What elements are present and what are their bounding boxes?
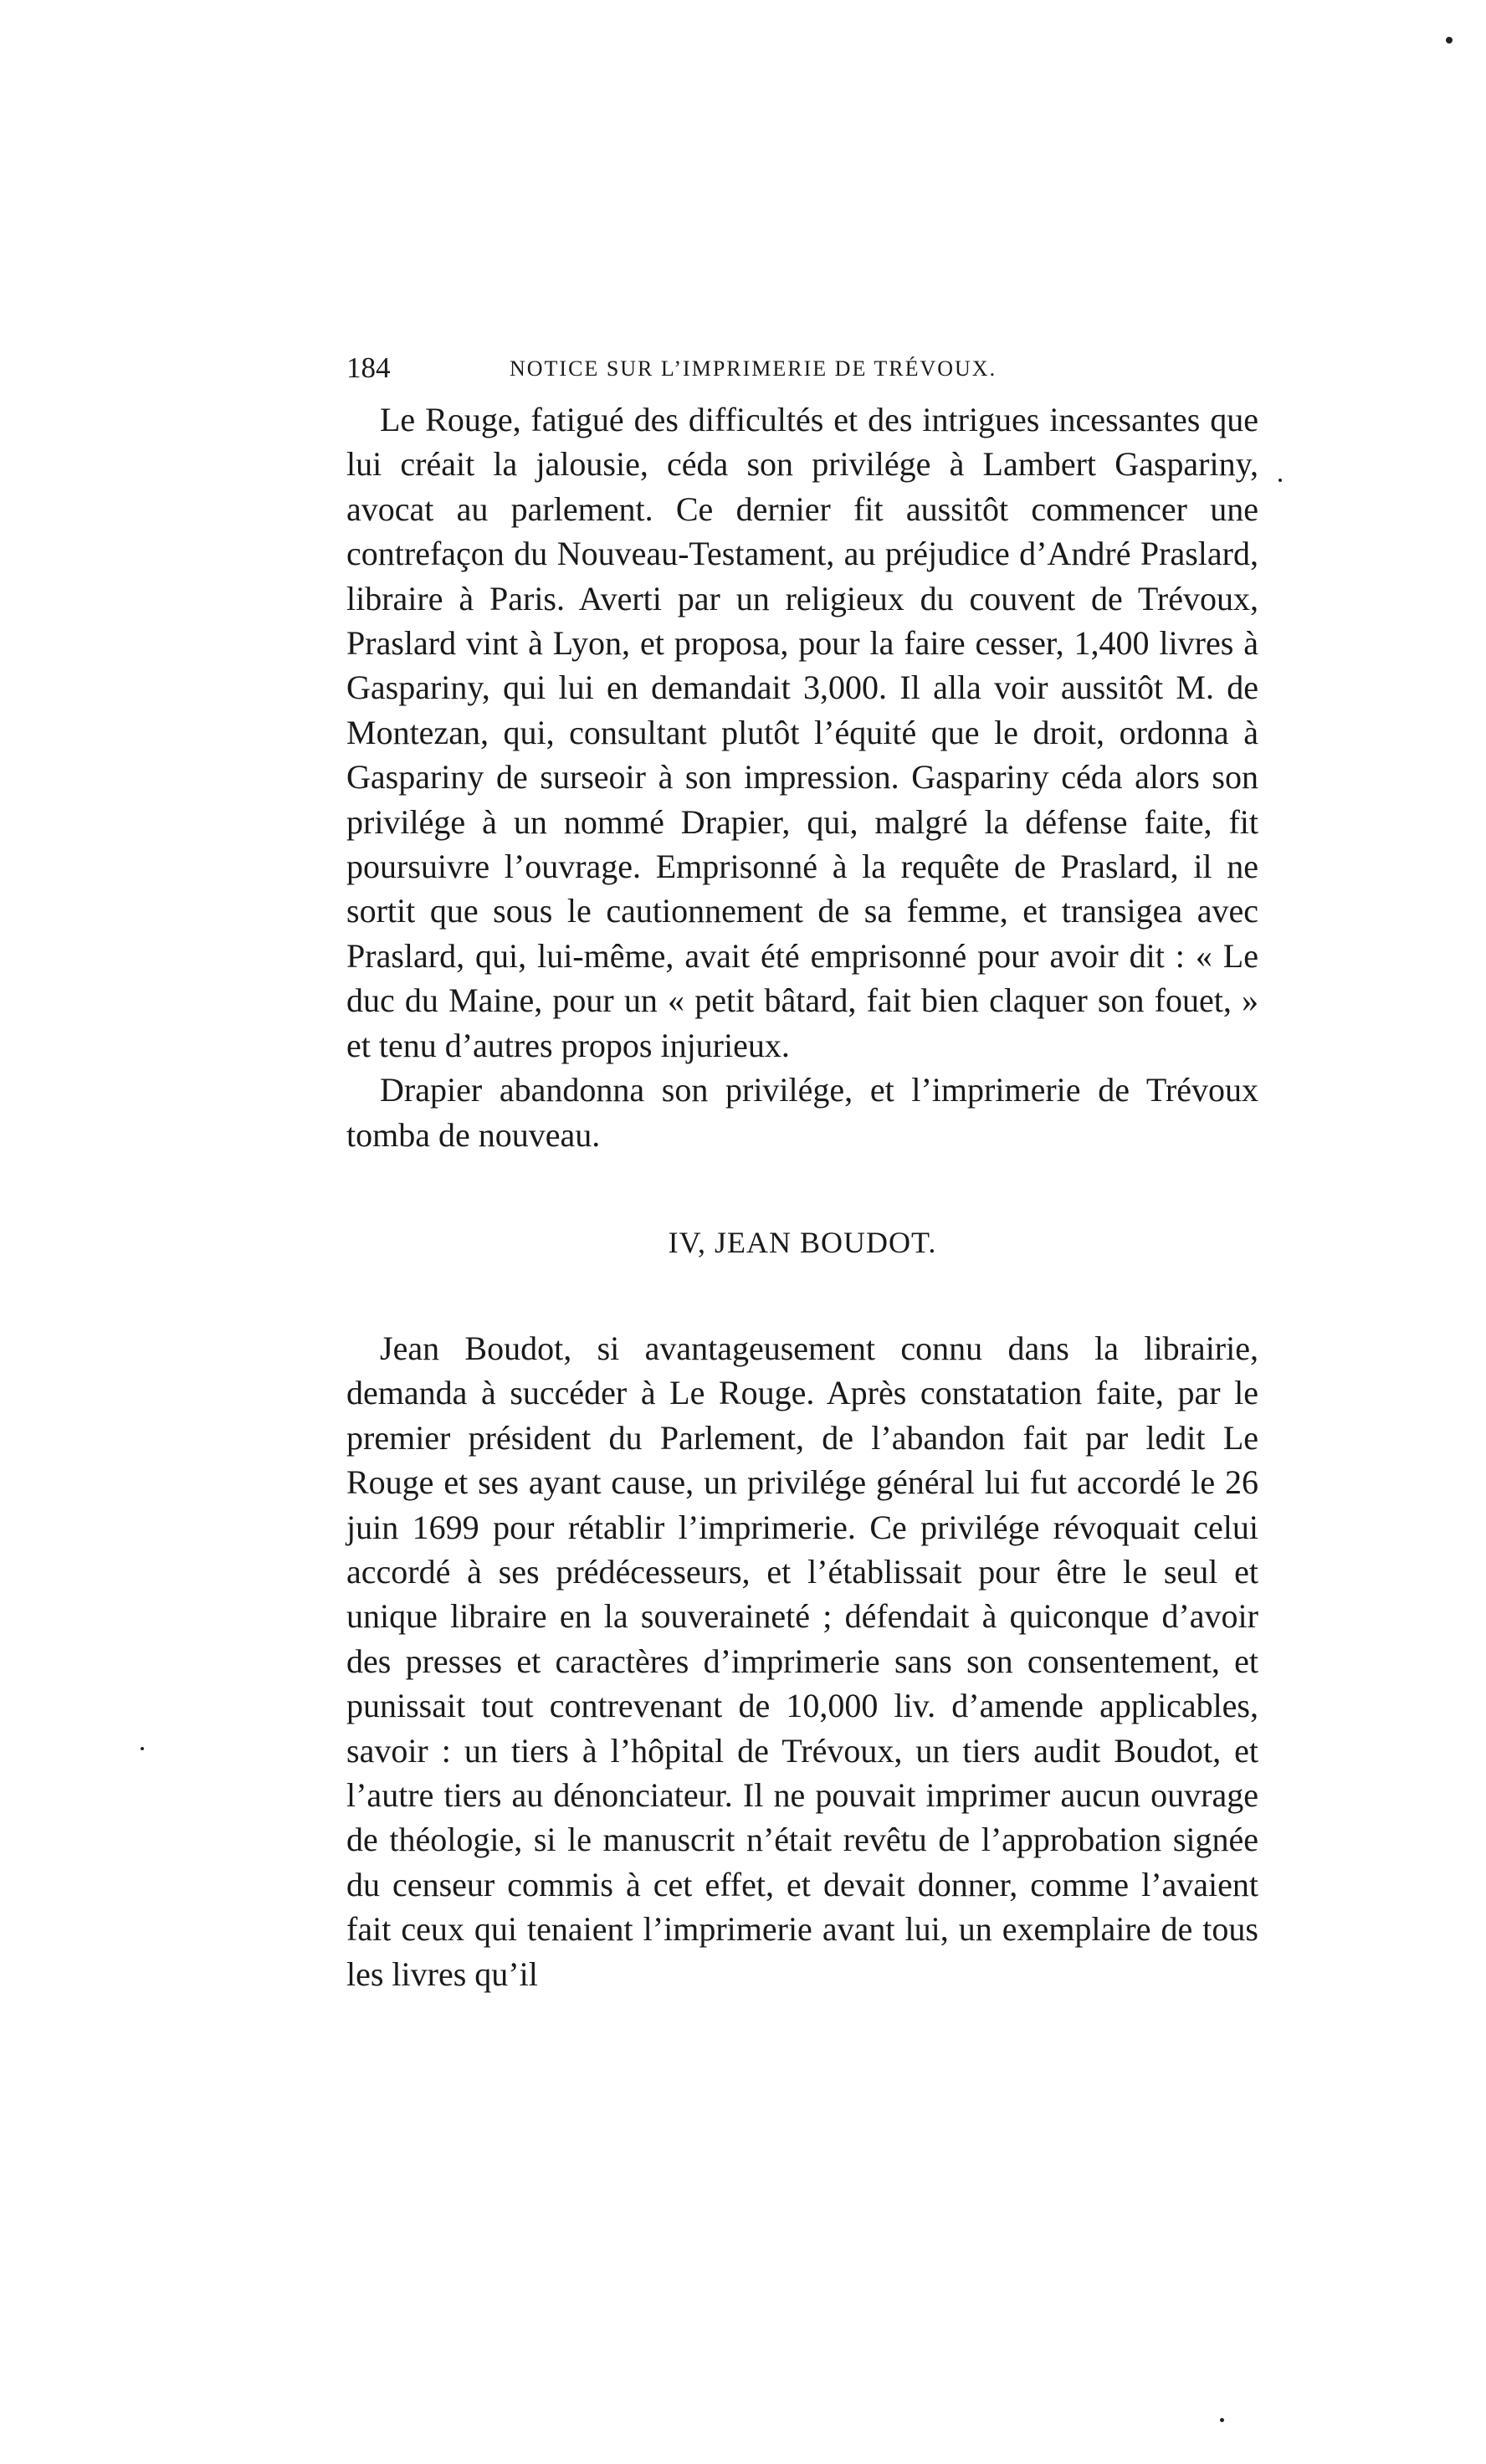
section-heading: IV, JEAN BOUDOT. — [668, 1226, 937, 1259]
scan-speck — [1278, 479, 1282, 482]
scan-speck — [1220, 2418, 1224, 2422]
paragraph: Drapier abandonna son privilége, et l’imprimerie de Trévoux tomba de nouveau. — [346, 1071, 1258, 1154]
body-text-top — [346, 397, 1258, 1157]
scan-speck — [1446, 37, 1453, 44]
paragraph: Jean Boudot, si avantageusement connu dans la librairie, demanda à succéder à Le Rouge. Après constatation faite, par le premier président du Parlement, de l’abandon fait par ledit Le Rouge et ses ayant cause, un privilége général lui fut accordé le 26 juin 1699 pour rétablir l’imprimerie. Ce privilége révoquait celui accordé à ses prédécesseurs, et l’établissait pour être le seul et unique libraire en la souveraineté ; défendait à quiconque d’avoir des presses et caractères d’imprimerie sans son consentement, et punissait tout contrevenant de 10,000 liv. d’amende applicables, savoir : un tiers à l’hôpital de Trévoux, un tiers audit Boudot, et l’autre tiers au dénonciateur. Il ne pouvait imprimer aucun ouvrage de théologie, si le manuscrit n’était revêtu de l’approbation signée du censeur commis à cet effet, et devait donner, comme l’avaient fait ceux qui tenaient l’imprimerie avant lui, un exemplaire de tous les livres qu’il — [346, 1329, 1258, 1993]
running-head: NOTICE SUR L’IMPRIMERIE DE TRÉVOUX. — [510, 356, 997, 381]
paragraph: Le Rouge, fatigué des difficultés et des intrigues incessantes que lui créait la jalousie, céda son privilége à Lambert Gaspariny, avocat au parlement. Ce dernier fit aussitôt commencer une contrefaçon du Nouveau-Testament, au préjudice d’André Praslard, libraire à Paris. Averti par un religieux du couvent de Trévoux, Praslard vint à Lyon, et proposa, pour la faire cesser, 1,400 livres à Gaspariny, qui lui en demandait 3,000. Il alla voir aussitôt M. de Montezan, qui, consultant plutôt l’équité que le droit, ordonna à Gaspariny de surseoir à son impression. Gaspariny céda alors son privilége à un nommé Drapier, qui, malgré la défense faite, fit poursuivre l’ouvrage. Emprisonné à la requête de Praslard, il ne sortit que sous le cautionnement de sa femme, et transigea avec Praslard, qui, lui-même, avait été emprisonné pour avoir dit : « Le duc du Maine, pour un « petit bâtard, fait bien claquer son fouet, » et tenu d’autres propos injurieux. — [346, 401, 1258, 1064]
page-number: 184 — [346, 351, 391, 384]
page-header — [346, 347, 1091, 389]
body-text-bottom — [346, 1326, 1258, 1996]
scan-speck — [141, 1747, 144, 1750]
